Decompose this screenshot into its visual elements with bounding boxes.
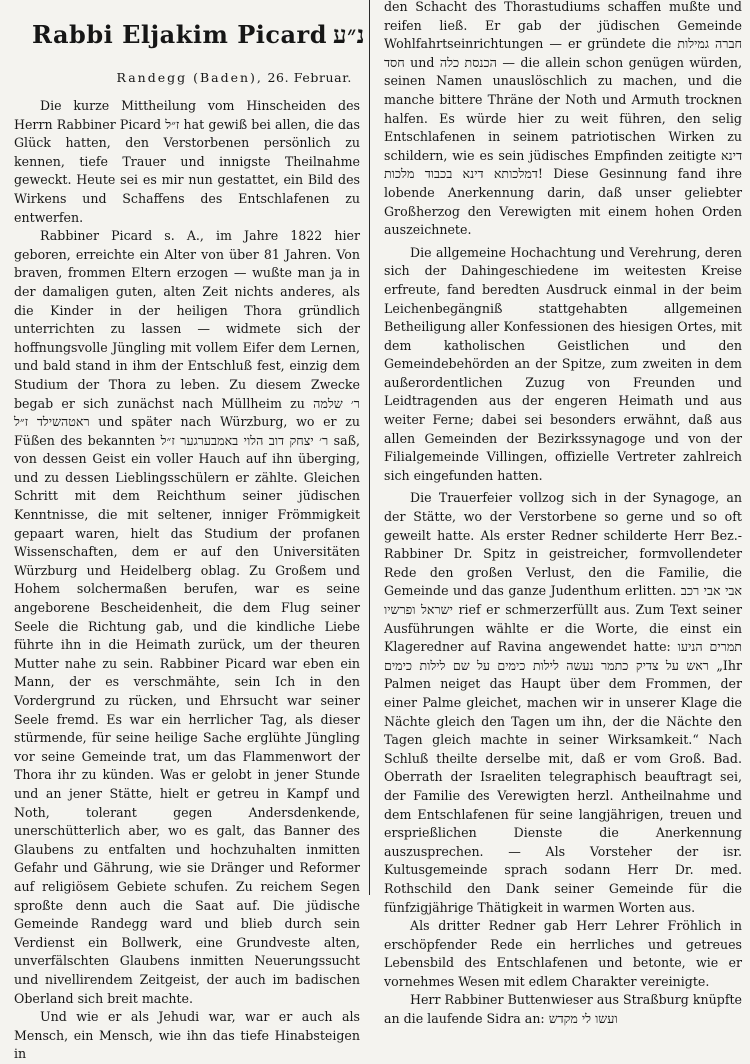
right-column <box>374 0 746 1027</box>
paragraph: Und wie er als Jehudi war, war er auch als Mensch, ein Mensch, wie ihn das tiefe Hinabsteigen in <box>14 1009 360 1062</box>
paragraph: Die allgemeine Hochachtung und Verehrung, deren sich der Dahingeschiedene im weitesten Kreise erfreute, fand beredten Ausdruck einmal in der beim Leichenbegängniß stattgehabten allgemeinen Betheiligung aller Konfessionen des hiesigen Ortes, mit dem katholischen Geistlichen und den Gemeindebehörden an der Spitze, zum zweiten in dem außerordentlichen Zuzug von Freunden und Leidtragenden aus der engeren Heimath und aus weiter Ferne; dabei sei besonders erwähnt, daß aus allen Gemeinden der Bezirkssynagoge und von der Filialgemeinde Villingen, offizielle Vertreter zahlreich sich eingefunden hatten. <box>384 244 742 483</box>
article-title-hebrew: נ״ע <box>332 20 365 49</box>
dateline-place: Randegg (Baden), <box>116 70 263 85</box>
dateline <box>0 70 352 85</box>
paragraph: Herr Rabbiner Buttenwieser aus Straßburg knüpfte an die laufende Sidra an: ועשו לי מקדש <box>384 992 742 1027</box>
column-divider <box>369 0 370 895</box>
paragraph: Rabbiner Picard s. A., im Jahre 1822 hier geboren, erreichte ein Alter von über 81 Jahren. Von braven, frommen Eltern erzogen — wußte man ja in der damaligen guten, alten Zeit nichts anderes, als die Kinder in der heiligen Thora gründlich unterrichten zu lassen — widmete sich der hoffnungsvolle Jüngling mit vollem Eifer dem Lernen, und bald stand in ihm der Entschluß fest, einzig dem Studium der Thora zu leben. Zu diesem Zwecke begab er sich zunächst nach Müllheim zu ר׳ שלמה ראטהשילד ז״ל und später nach Würzburg, wo er zu Füßen des bekannten ר׳ יצחק דוב הלוי באמבערגער ז״ל saß, von dessen Geist ein voller Hauch auf ihn überging, und zu dessen Lieblingsschülern er zählte. Gleichen Schritt mit dem Reichthum seiner jüdischen Kenntnisse, die mit seltener, inniger Frömmigkeit gepaart waren, hielt das Studium der profanen Wissenschaften, dem er auf den Universitäten Würzburg und Heidelberg oblag. Zu Großem und Hohem solchermaßen berufen, war es seine angeborene Bescheidenheit, die dem Flug seiner Seele die Richtung gab, und die kindliche Liebe führte ihn in die Heimath zurück, um der theuren Mutter nahe zu sein. Rabbiner Picard war eben ein Mann, der es verschmähte, sein Ich in den Vordergrund zu rücken, und Ehrsucht war seiner Seele fremd. Es war ein herrlicher Tag, als dieser stürmende, für seine heilige Sache erglühte Jüngling vor seine Gemeinde trat, um das Flammenwort der Thora ihr zu künden. Was er gelobt in jener Stunde und an jener Stätte, hielt er getreu in Kampf und Noth, tolerant gegen Andersdenkende, unerschütterlich aber, wo es galt, das Banner des Glaubens zu entfalten und hochzuhalten inmitten Gefahr und Gährung, wie sie Dränger und Reformer auf religiösem Gebiete schufen. Zu reichem Segen sproßte denn auch die Saat auf. Die jüdische Gemeinde Randegg ward und blieb durch sein Verdienst ein Bollwerk, eine Grundveste alten, unverfälschten Glaubens inmitten Neuerungssucht und nivellirendem Zeitgeist, der auch im badischen Oberland sich breit machte. <box>14 228 360 1006</box>
paragraph: den Schacht des Thorastudiums schaffen mußte und reifen ließ. Er gab der jüdischen Gemeinde Wohlfahrtseinrichtungen — er gründete die חברה גמילות חסד und הכנסת כלה — die allein schon genügen würden, seinen Namen unauslöschlich zu machen, und die manche bittere Thräne der Noth und Armuth trocknen halfen. Es würde hier zu weit führen, den selig Entschlafenen in seinem patriotischen Wirken zu schildern, wie es sein jüdisches Empfinden zeitigte דינא דמלכותא דינא בכבוד מלכות! Diese Gesinnung fand ihre lobende Anerkennung darin, daß unser geliebter Großherzog den Verewigten mit einem hohen Orden auszeichnete. <box>384 0 743 238</box>
paragraph: Die Trauerfeier vollzog sich in der Synagoge, an der Stätte, wo der Verstorbene so gerne und so oft geweilt hatte. Als erster Redner schilderte Herr Bez.-Rabbiner Dr. Spitz in geistreicher, formvollendeter Rede den großen Verlust, den die Familie, die Gemeinde und das ganze Judenthum erlitten. אבי אבי רכב ישראל ופרשיו rief er schmerzerfüllt aus. Zum Text seiner Ausführungen wählte er die Worte, die einst ein Klageredner auf Ravina angewendet hatte: תמרים הניעו ראש על צדיק כתמר נעשה לילות כימים על שם לילות כימים „Ihr Palmen neiget das Haupt über dem Frommen, der einer Palme gleichet, machen wir in unserer Klage die Nächte gleich den Tagen um ihn, der die Nächte den Tagen gleich machte in seiner Wirksamkeit.“ Nach Schluß theilte derselbe mit, daß er vom Groß. Bad. Oberrath der Israeliten telegraphisch beauftragt sei, der Familie des Verewigten herzl. Antheilnahme und dem Entschlafenen für seine langjährigen, treuen und ersprießlichen Dienste die Anerkennung auszusprechen. — Als Vorsteher der isr. Kultusgemeinde sprach sodann Herr Dr. med. Rothschild den Dank seiner Gemeinde für die fünfzigjährige Thätigkeit in warmen Worten aus. <box>384 490 742 915</box>
dateline-date: 26. Februar. <box>267 70 352 85</box>
article-title <box>32 20 366 64</box>
paragraph: Die kurze Mittheilung vom Hinscheiden des Herrn Rabbiner Picard ז״ל hat gewiß bei allen, die das Glück hatten, den Verstorbenen persönlich zu kennen, tiefe Trauer und innigste Theilnahme geweckt. Heute sei es mir nun gestattet, ein Bild des Wirkens und Schaffens des Entschlafenen zu entwerfen. <box>14 98 360 225</box>
paragraph: Als dritter Redner gab Herr Lehrer Fröhlich in erschöpfender Rede ein herrliches und getreues Lebensbild des Entschlafenen und betonte, wie er vornehmes Wesen mit edlem Charakter vereinigte. <box>384 918 742 989</box>
left-column <box>0 0 366 1062</box>
article-title-text: Rabbi Eljakim Picard <box>32 20 327 49</box>
